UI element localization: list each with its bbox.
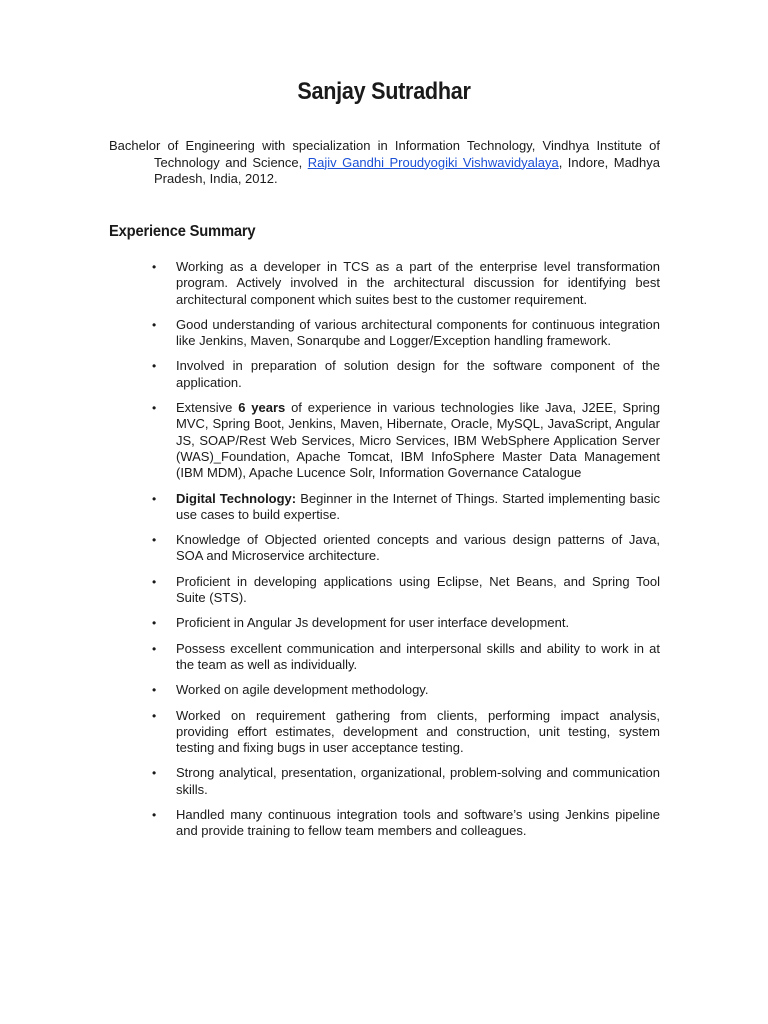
list-item-text: Good understanding of various architectural components for continuous integration like Jenkins, Maven, Sonarqube and Logger/Exception handling framework. — [176, 316, 660, 349]
list-item — [152, 615, 660, 631]
university-link[interactable]: Rajiv Gandhi Proudyogiki Vishwavidyalaya — [307, 154, 559, 170]
bullet-icon: • — [152, 533, 157, 548]
experience-summary-heading: Experience Summary — [109, 223, 256, 240]
list-item-text: Knowledge of Objected oriented concepts and various design patterns of Java, SOA and Microservice architecture. — [176, 532, 660, 564]
list-item-text: Possess excellent communication and interpersonal skills and ability to work in at the team as well as individually. — [176, 640, 660, 672]
list-item — [152, 574, 660, 607]
list-item-text: Worked on requirement gathering from clients, performing impact analysis, providing effort estimates, development and construction, unit testing, system testing and fixing bugs in user acceptance testing. — [176, 707, 660, 756]
list-item-lead: Digital Technology: — [176, 490, 297, 506]
bullet-icon: • — [152, 401, 157, 416]
list-item — [152, 682, 660, 698]
bullet-icon: • — [152, 616, 157, 631]
list-item — [152, 317, 660, 350]
list-item-text: Worked on agile development methodology. — [176, 682, 429, 698]
list-item-text: Proficient in Angular Js development for user interface development. — [176, 615, 570, 631]
bullet-icon: • — [152, 317, 157, 332]
list-item-text: Beginner in the Internet of Things. Started implementing basic use cases to build expertise. — [176, 490, 660, 522]
list-item-text: Handled many continuous integration tools and software’s using Jenkins pipeline and provide training to fellow team members and colleagues. — [176, 807, 660, 839]
list-item — [152, 641, 660, 674]
bullet-icon: • — [152, 808, 157, 823]
list-item-text: Working as a developer in TCS as a part of the enterprise level transformation program. Actively involved in the architectural discussion for identifying best architectural component which suites best to the customer requirement. — [176, 259, 660, 307]
education-degree-text: Bachelor of Engineering with specialization in Information Technology, Vindhya Institute of Technology and Science, — [109, 138, 660, 170]
list-item — [152, 807, 660, 840]
list-item — [152, 708, 660, 757]
bullet-icon: • — [152, 708, 157, 723]
list-item — [152, 400, 660, 481]
list-item — [152, 259, 660, 308]
education-location-text: , Indore, Madhya Pradesh, India, 2012. — [154, 154, 660, 186]
experience-summary-list — [152, 259, 660, 849]
bullet-icon: • — [152, 574, 157, 589]
list-item — [152, 765, 660, 798]
list-item-text: Involved in preparation of solution design for the software component of the application. — [176, 358, 660, 390]
list-item — [152, 532, 660, 565]
bullet-icon: • — [152, 491, 157, 506]
list-item — [152, 491, 660, 524]
bullet-icon: • — [152, 683, 157, 698]
list-item — [152, 358, 660, 391]
bullet-icon: • — [152, 260, 157, 274]
education-entry — [109, 138, 660, 188]
bullet-icon: • — [152, 359, 157, 374]
list-item-text: Strong analytical, presentation, organizational, problem-solving and communication skills. — [176, 765, 660, 797]
experience-years: 6 years — [238, 400, 286, 416]
bullet-icon: • — [152, 766, 157, 781]
list-item-text: of experience in various technologies like Java, J2EE, Spring MVC, Spring Boot, Jenkins, Maven, Hibernate, Oracle, MySQL, JavaScript, Angular JS, SOAP/Rest Web Services, Micro Services, IBM WebSphere Application Server (WAS)_Foundation, Apache Tomcat, IBM InfoSphere Master Data Management (IBM MDM), Apache Lucence Solr, Information Governance Catalogue — [176, 400, 661, 481]
list-item-text: Proficient in developing applications using Eclipse, Net Beans, and Spring Tool Suite (STS). — [176, 573, 660, 606]
list-item-prefix: Extensive — [176, 400, 239, 416]
candidate-name: Sanjay Sutradhar — [297, 78, 471, 105]
bullet-icon: • — [152, 641, 157, 656]
